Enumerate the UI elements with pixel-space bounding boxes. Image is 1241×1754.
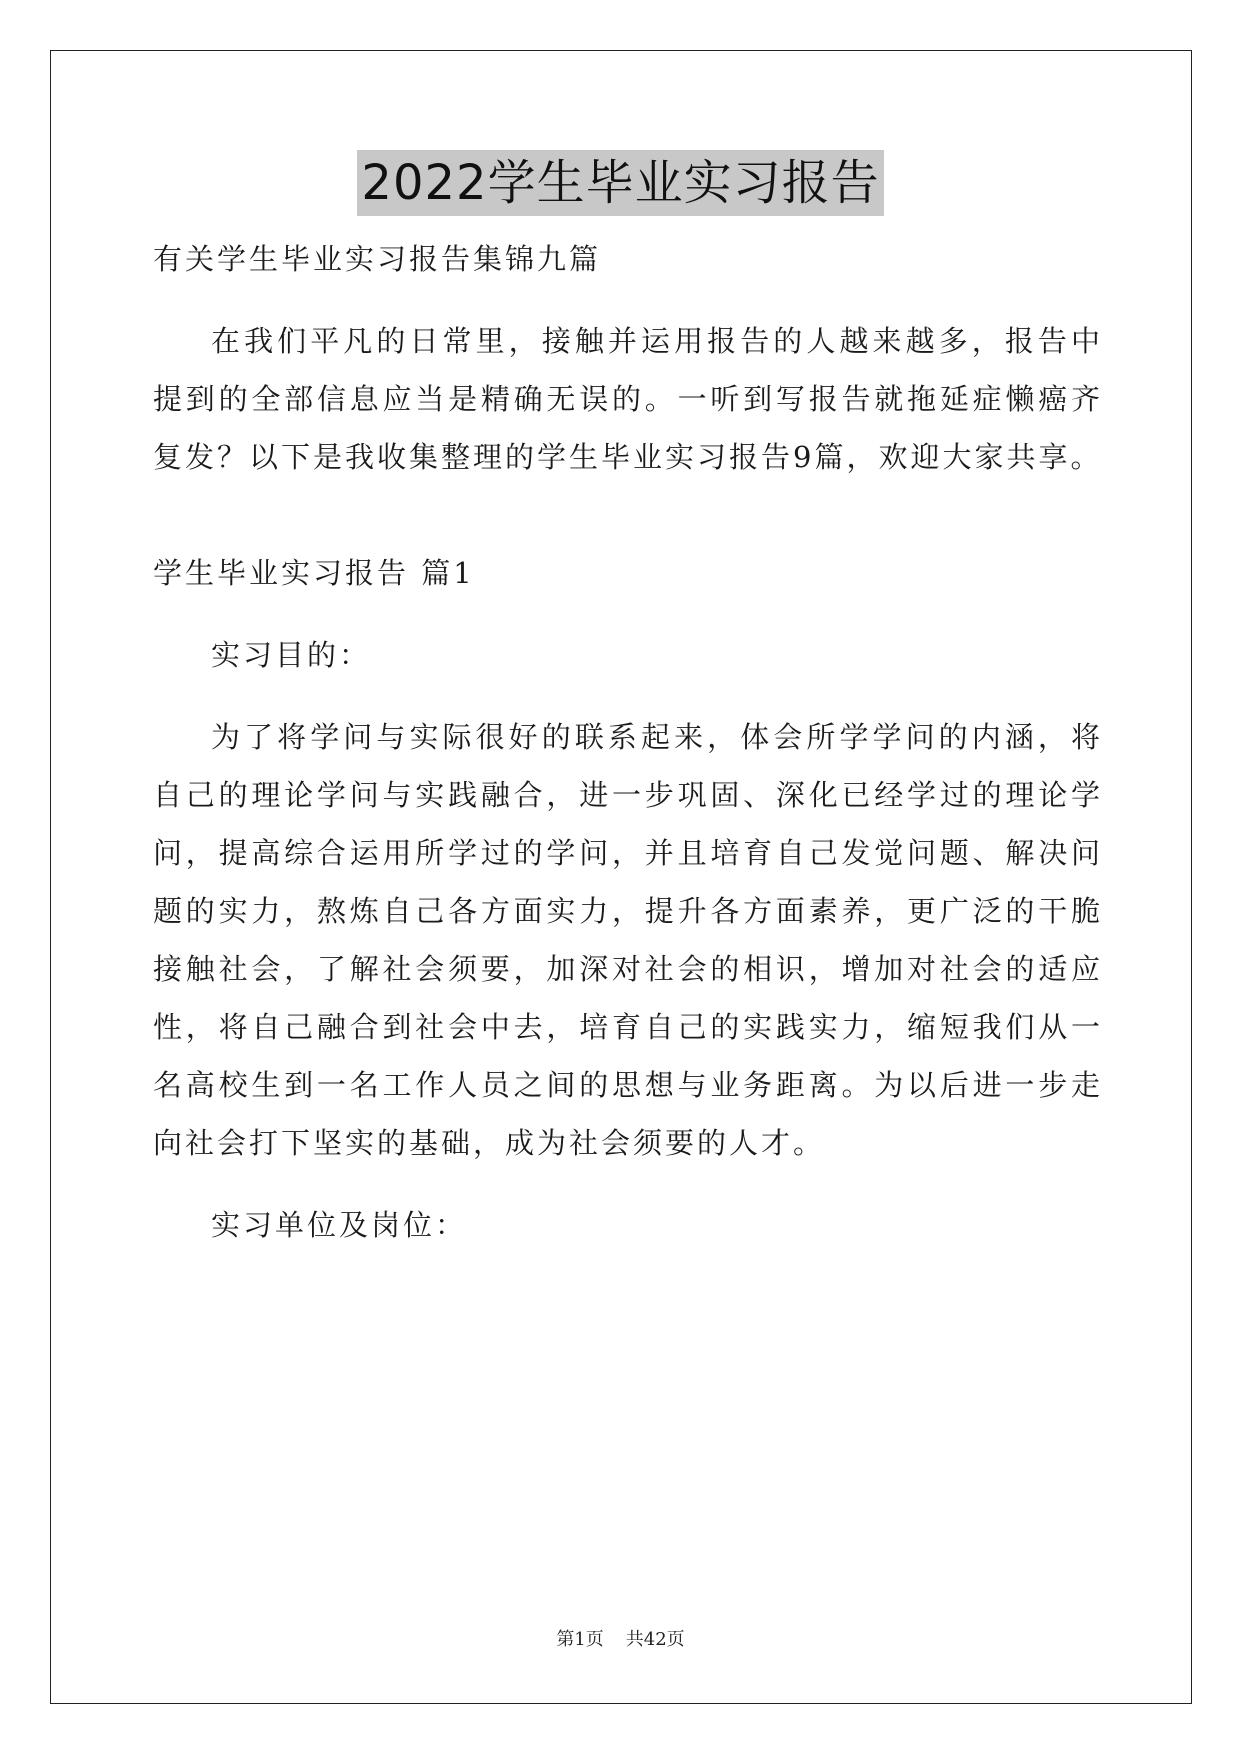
document-body	[153, 230, 1103, 1254]
page-number: 第1页	[556, 1629, 604, 1650]
document-title: 2022学生毕业实习报告	[357, 150, 883, 216]
unit-label: 实习单位及岗位：	[211, 1208, 468, 1242]
page-footer	[0, 1628, 1241, 1652]
intro-paragraph: 在我们平凡的日常里，接触并运用报告的人越来越多，报告中提到的全部信息应当是精确无误的。一听到写报告就拖延症懒癌齐复发？以下是我收集整理的学生毕业实习报告9篇，欢迎大家共享。	[153, 324, 1103, 474]
title-wrap	[0, 150, 1241, 216]
purpose-label: 实习目的：	[211, 638, 372, 672]
document-subtitle: 有关学生毕业实习报告集锦九篇	[153, 242, 602, 276]
total-pages: 共42页	[625, 1629, 685, 1650]
purpose-paragraph: 为了将学问与实际很好的联系起来，体会所学学问的内涵，将自己的理论学问与实践融合，进一步巩固、深化已经学过的理论学问，提高综合运用所学过的学问，并且培育自己发觉问题、解决问题的实力，熬炼自己各方面实力，提升各方面素养，更广泛的干脆接触社会，了解社会须要，加深对社会的相识，增加对社会的适应性，将自己融合到社会中去，培育自己的实践实力，缩短我们从一名高校生到一名工作人员之间的思想与业务距离。为以后进一步走向社会打下坚实的基础，成为社会须要的人才。	[153, 720, 1103, 1160]
section-heading: 学生毕业实习报告 篇1	[153, 556, 475, 590]
